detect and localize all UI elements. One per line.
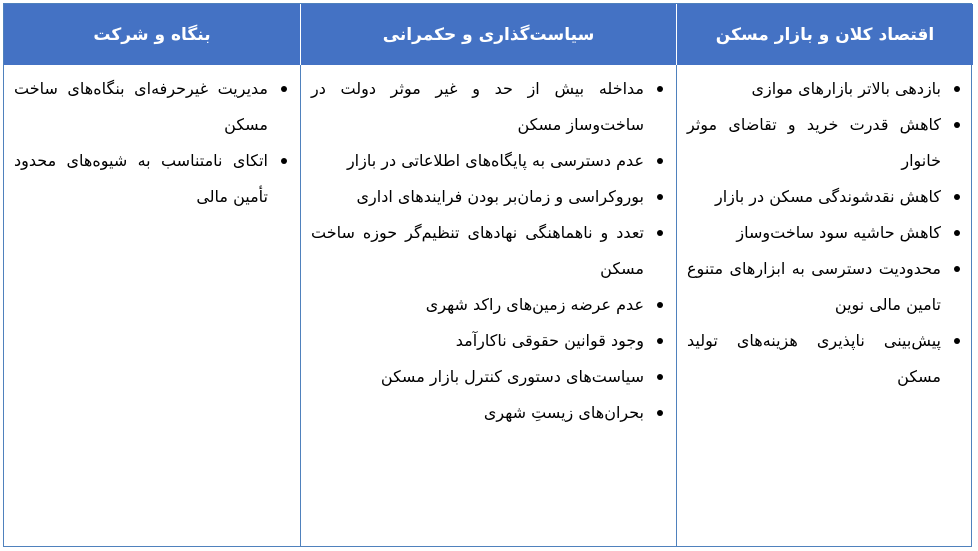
list-item: اتکای نامتناسب به شیوه‌های محدود تأمین مالی [14, 143, 268, 215]
list-item: عدم عرضه زمین‌های راکد شهری [311, 287, 644, 323]
list-item: بازدهی بالاتر بازارهای موازی [687, 71, 941, 107]
list-item: کاهش قدرت خرید و تقاضای موثر خانوار [687, 107, 941, 179]
cell-firm [4, 65, 301, 546]
list-item: عدم دسترسی به پایگاه‌های اطلاعاتی در بازار [311, 143, 644, 179]
policy-list [311, 71, 666, 431]
list-item: سیاست‌های دستوری کنترل بازار مسکن [311, 359, 644, 395]
header-firm [4, 4, 301, 65]
challenges-table [3, 3, 972, 547]
list-item: محدودیت دسترسی به ابزارهای متنوع تامین مالی نوین [687, 251, 941, 323]
list-item: بحران‌های زیستِ شهری [311, 395, 644, 431]
list-item: کاهش نقدشوندگی مسکن در بازار [687, 179, 941, 215]
header-macro [677, 4, 973, 65]
header-macro-label: اقتصاد کلان و بازار مسکن [715, 24, 935, 45]
list-item: مداخله بیش از حد و غیر موثر دولت در ساخت‌وساز مسکن [311, 71, 644, 143]
list-item: پیش‌بینی ناپذیری هزینه‌های تولید مسکن [687, 323, 941, 395]
list-item: بوروکراسی و زمان‌بر بودن فرایندهای اداری [311, 179, 644, 215]
header-policy [301, 4, 677, 65]
list-item: کاهش حاشیه سود ساخت‌وساز [687, 215, 941, 251]
cell-macro [677, 65, 973, 546]
header-policy-label: سیاست‌گذاری و حکمرانی [382, 24, 595, 45]
list-item: وجود قوانین حقوقی ناکارآمد [311, 323, 644, 359]
list-item: تعدد و ناهماهنگی نهادهای تنظیم‌گر حوزه ساخت مسکن [311, 215, 644, 287]
list-item: مدیریت غیرحرفه‌ای بنگاه‌های ساخت مسکن [14, 71, 268, 143]
firm-list [14, 71, 290, 215]
header-firm-label: بنگاه و شرکت [93, 24, 211, 45]
macro-list [687, 71, 963, 395]
cell-policy [301, 65, 677, 546]
